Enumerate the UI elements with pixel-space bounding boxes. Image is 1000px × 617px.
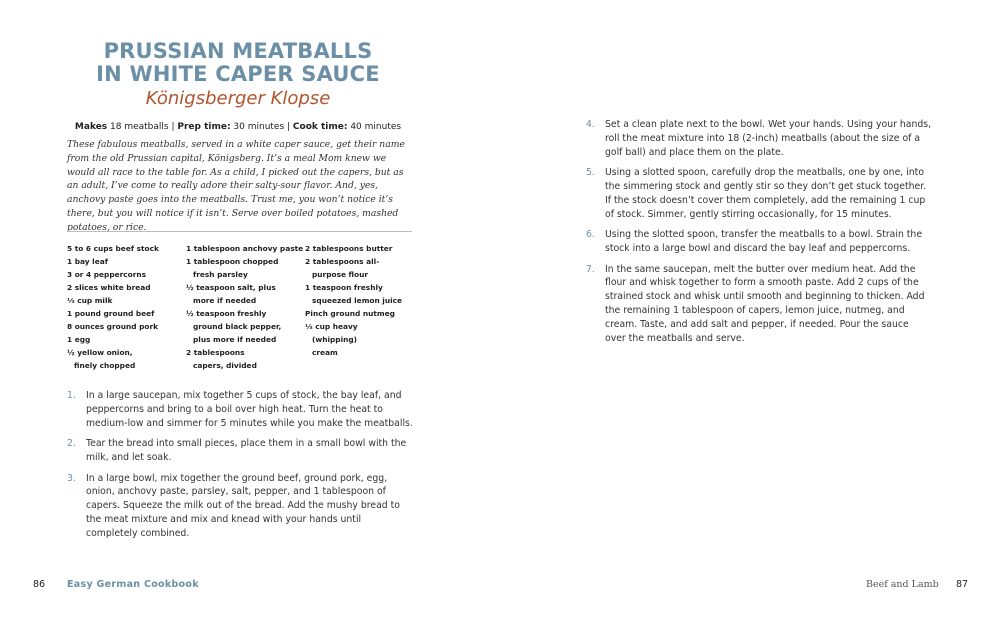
step-text: Using a slotted spoon, carefully drop the meatballs, one by one, into the simmering stock and gently stir so they don’t get stuck together. If the stock doesn’t cover them completely, add the remaining 1 cup of stock. Simmer, gently stirring occasionally, for 15 minutes. xyxy=(605,167,927,220)
step-number: 2. xyxy=(67,438,76,450)
recipe-title-line-2: IN WHITE CAPER SAUCE xyxy=(96,62,380,86)
ingredient-item: 2 tablespoons capers, divided xyxy=(186,348,257,370)
step-4 xyxy=(586,118,932,159)
ingredient-item: 3 or 4 peppercorns xyxy=(67,270,147,279)
recipe-intro: These fabulous meatballs, served in a white caper sauce, get their name from the old Prussian capital, Königsberg. It’s a meal Mom knew we would all race to the table for. As a child, I picked out the capers, but as an adult, I’ve come to really adore their salty-sour flavor. And, yes, anchovy paste goes into the meatballs. Trust me, you won’t notice it’s there, but you will notice if it isn’t. Serve over boiled potatoes, mashed potatoes, or rice. xyxy=(67,139,405,233)
page-number-left: 86 xyxy=(33,579,46,590)
ingredient-item: 8 ounces ground pork xyxy=(67,322,159,331)
makes-value: 18 meatballs | xyxy=(107,122,178,132)
step-3 xyxy=(67,472,413,541)
step-text: In the same saucepan, melt the butter over medium heat. Add the flour and whisk together to form a smooth paste. Add 2 cups of the strained stock and whisk until smooth and beginning to thicken. Add the remaining 1 tablespoon of capers, lemon juice, nutmeg, and cream. Taste, and add salt and pepper, if needed. Pour the sauce over the meatballs and serve. xyxy=(605,263,925,344)
ingredient-item: 2 tablespoons butter xyxy=(305,244,393,253)
step-number: 5. xyxy=(586,167,595,179)
step-number: 1. xyxy=(67,390,76,401)
step-text: Set a clean plate next to the bowl. Wet your hands. Using your hands, roll the meat mixture into 18 (2-inch) meatballs (about the size of a golf ball) and place them on the plate. xyxy=(605,119,932,158)
step-5 xyxy=(586,166,932,221)
ingredient-item: 5 to 6 cups beef stock xyxy=(67,244,159,253)
ingredient-item: ⅓ cup heavy (whipping) cream xyxy=(305,322,358,357)
ingredients-column-3 xyxy=(305,242,420,359)
step-text: In a large bowl, mix together the ground beef, ground pork, egg, onion, anchovy paste, parsley, salt, pepper, and 1 tablespoon of capers. Squeeze the milk out of the bread. Add the mushy bread to the meat mixture and mix and knead with your hands until completely combined. xyxy=(86,472,400,539)
ingredient-item: 1 bay leaf xyxy=(67,257,108,266)
ingredient-item: ½ teaspoon freshly ground black pepper, plus more if needed xyxy=(186,309,282,344)
ingredient-item: 1 tablespoon anchovy paste xyxy=(186,244,304,253)
step-text: Tear the bread into small pieces, place them in a small bowl with the milk, and let soak. xyxy=(86,438,407,463)
ingredient-item: 1 tablespoon chopped fresh parsley xyxy=(186,257,279,279)
cook-value: 40 minutes xyxy=(347,122,402,132)
ingredient-item: 1 teaspoon freshly squeezed lemon juice xyxy=(305,283,403,305)
step-text: In a large saucepan, mix together 5 cups of stock, the bay leaf, and peppercorns and bring to a boil over high heat. Turn the heat to medium-low and simmer for 5 minutes while you make the meatballs. xyxy=(86,390,413,429)
chapter-title: Beef and Lamb xyxy=(866,579,939,590)
step-number: 4. xyxy=(586,119,595,130)
ingredients-column-2 xyxy=(186,242,304,372)
ingredient-item: 1 pound ground beef xyxy=(67,309,155,318)
steps-right xyxy=(586,118,932,352)
step-1 xyxy=(67,389,413,430)
step-number: 3. xyxy=(67,472,76,484)
ingredient-item: ½ yellow onion, finely chopped xyxy=(67,348,136,370)
ingredient-item: 1 egg xyxy=(67,335,91,344)
ingredients-column-1 xyxy=(67,242,182,372)
ingredient-item: ½ teaspoon salt, plus more if needed xyxy=(186,283,276,305)
step-text: Using the slotted spoon, transfer the meatballs to a bowl. Strain the stock into a large bowl and discard the bay leaf and peppercorns. xyxy=(605,229,923,254)
step-6 xyxy=(586,228,932,256)
prep-value: 30 minutes | xyxy=(230,122,293,132)
recipe-title xyxy=(60,40,416,86)
recipe-title-line-1: PRUSSIAN MEATBALLS xyxy=(103,39,373,63)
recipe-meta xyxy=(60,121,416,133)
steps-left xyxy=(67,389,413,547)
prep-label: Prep time: xyxy=(177,122,231,132)
ingredient-item: 2 tablespoons all-purpose flour xyxy=(305,257,380,279)
ingredient-item: 2 slices white bread xyxy=(67,283,151,292)
recipe-subtitle: Königsberger Klopse xyxy=(145,88,331,109)
step-2 xyxy=(67,437,413,465)
step-number: 7. xyxy=(586,263,595,275)
ingredient-item: Pinch ground nutmeg xyxy=(305,309,395,318)
book-title: Easy German Cookbook xyxy=(67,579,199,590)
cook-label: Cook time: xyxy=(292,122,348,132)
step-number: 6. xyxy=(586,229,595,241)
ingredient-item: ⅓ cup milk xyxy=(67,296,113,305)
step-7 xyxy=(586,263,932,346)
makes-label: Makes xyxy=(74,122,108,132)
page-number-right: 87 xyxy=(956,579,969,590)
divider xyxy=(67,231,412,232)
